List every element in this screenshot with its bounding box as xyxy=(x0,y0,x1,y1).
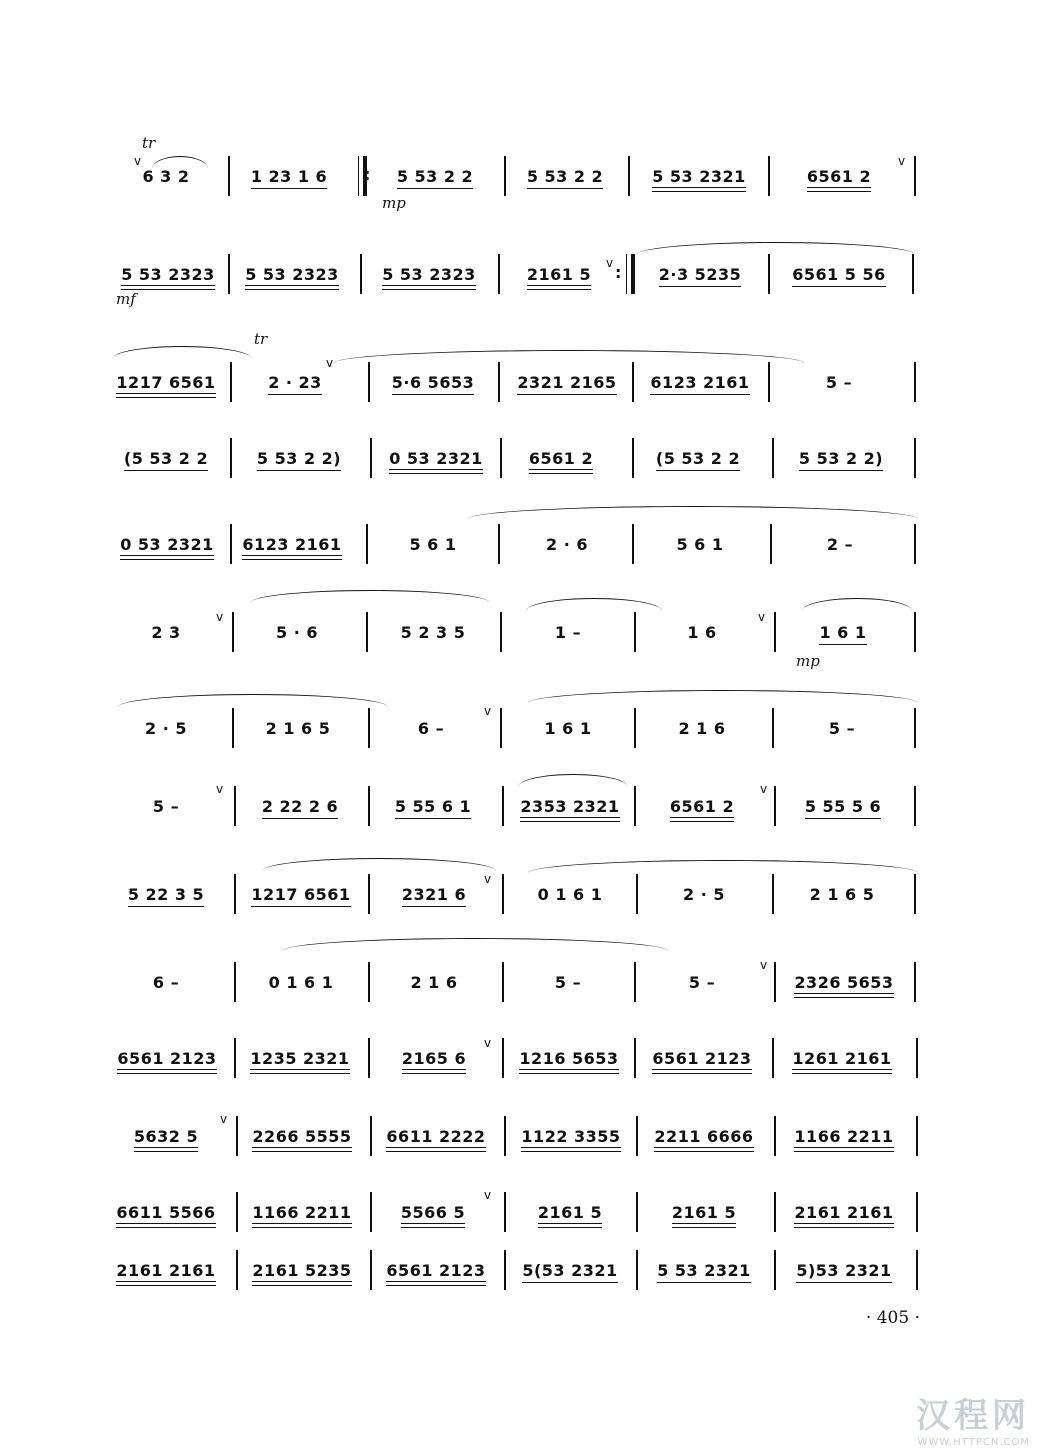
barline xyxy=(228,156,230,196)
note-group: 1 6 1 xyxy=(819,622,867,642)
score-row-13 xyxy=(112,1188,918,1232)
barline xyxy=(368,786,370,826)
note-group: 2161 2161 xyxy=(116,1260,216,1280)
breath-mark: v xyxy=(484,1188,492,1202)
measure xyxy=(640,786,764,826)
slur xyxy=(528,860,918,873)
barline xyxy=(360,254,362,294)
slur xyxy=(250,590,490,603)
measure xyxy=(238,612,356,652)
measure xyxy=(112,524,222,564)
note-group: 2211 6666 xyxy=(654,1126,754,1146)
barline xyxy=(502,962,504,1002)
note-group: 2161 2161 xyxy=(794,1202,894,1222)
measure xyxy=(240,962,362,1002)
note-group: 2161 5235 xyxy=(252,1260,352,1280)
measure xyxy=(374,786,492,826)
dynamic-mp: mp xyxy=(796,652,820,670)
measure xyxy=(376,1192,490,1232)
barline xyxy=(916,1116,918,1156)
measure xyxy=(504,524,630,564)
slur xyxy=(468,506,918,519)
measure xyxy=(374,962,494,1002)
note-group: 5 55 6 1 xyxy=(394,796,472,816)
barline xyxy=(768,362,770,402)
barline xyxy=(504,1192,506,1232)
breath-mark: v xyxy=(760,782,768,796)
measure xyxy=(234,254,350,294)
slur xyxy=(528,690,918,703)
measure xyxy=(112,612,220,652)
barline xyxy=(774,1192,776,1232)
measure xyxy=(112,362,220,402)
note-group: 2321 2165 xyxy=(517,372,617,392)
barline xyxy=(500,438,502,478)
dynamic-mf: mf xyxy=(116,290,136,308)
barline xyxy=(628,156,630,196)
note-group: 6123 2161 xyxy=(242,534,342,554)
note-group: 1122 3355 xyxy=(521,1126,621,1146)
breath-mark: v xyxy=(326,356,334,370)
measure xyxy=(240,786,360,826)
measure xyxy=(376,1250,496,1290)
barline xyxy=(232,612,234,652)
barline xyxy=(498,362,500,402)
dynamic-mp: mp xyxy=(382,194,406,212)
barline xyxy=(370,438,372,478)
measure xyxy=(374,362,492,402)
note-group: 2321 6 xyxy=(401,884,467,904)
note-group: 2 1 6 xyxy=(410,972,458,992)
measure xyxy=(242,1250,362,1290)
measure xyxy=(112,1038,222,1078)
barline xyxy=(916,1038,918,1078)
measure xyxy=(236,438,362,478)
measure xyxy=(774,254,904,294)
note-group: 5 22 3 5 xyxy=(127,884,205,904)
note-group: 1 6 1 xyxy=(544,718,592,738)
note-group: 2 · 23 xyxy=(268,372,322,392)
note-group: 5 – xyxy=(825,372,853,392)
measure xyxy=(642,1192,766,1232)
slur xyxy=(262,858,496,871)
barline xyxy=(504,1116,506,1156)
note-group: (5 53 2 2 xyxy=(123,448,209,468)
barline xyxy=(774,786,776,826)
measure xyxy=(774,362,904,402)
note-group: 6 – xyxy=(152,972,180,992)
barline xyxy=(370,1192,372,1232)
watermark-logo: 汉程网 xyxy=(916,1396,1030,1436)
barline xyxy=(914,362,916,402)
note-group: 5 55 5 6 xyxy=(804,796,882,816)
breath-mark: v xyxy=(484,1036,492,1050)
measure xyxy=(112,156,220,196)
barline xyxy=(234,962,236,1002)
barline xyxy=(636,1250,638,1290)
watermark-url: WWW.HTTPCN.COM xyxy=(917,1437,1030,1448)
barline xyxy=(774,612,776,652)
measure xyxy=(508,1038,630,1078)
repeat-end-barline xyxy=(626,254,635,294)
note-group: 6561 2123 xyxy=(117,1048,217,1068)
slur xyxy=(118,694,388,707)
measure xyxy=(642,874,766,914)
measure xyxy=(634,156,764,196)
note-group: 5 53 2323 xyxy=(245,264,339,284)
note-group: 0 1 6 1 xyxy=(268,972,334,992)
note-group: 2161 5 xyxy=(526,264,592,284)
note-group: 1235 2321 xyxy=(250,1048,350,1068)
breath-mark: v xyxy=(898,154,906,168)
measure xyxy=(778,438,904,478)
score-row-4 xyxy=(112,438,918,478)
trill-mark: tr xyxy=(254,330,268,348)
measure xyxy=(376,1116,496,1156)
note-group: 2 1 6 xyxy=(678,718,726,738)
note-group: 5 53 2323 xyxy=(121,264,215,284)
measure xyxy=(508,874,632,914)
note-group: 5 53 2 2) xyxy=(256,448,342,468)
note-group: 5 53 2321 xyxy=(657,1260,751,1280)
note-group: 6123 2161 xyxy=(650,372,750,392)
note-group: 6561 2 xyxy=(806,166,872,186)
barline xyxy=(632,438,634,478)
barline xyxy=(636,874,638,914)
measure xyxy=(374,1038,494,1078)
barline xyxy=(634,962,636,1002)
measure xyxy=(640,612,764,652)
breath-mark: v xyxy=(134,154,142,168)
note-group: 5 – xyxy=(554,972,582,992)
barline xyxy=(366,612,368,652)
barline xyxy=(230,362,232,402)
measure xyxy=(232,156,346,196)
note-group: 2165 6 xyxy=(401,1048,467,1068)
note-group: 6561 2123 xyxy=(386,1260,486,1280)
measure xyxy=(504,254,614,294)
note-group: 5 – xyxy=(688,972,716,992)
barline xyxy=(634,612,636,652)
measure xyxy=(640,962,764,1002)
breath-mark: v xyxy=(220,1112,228,1126)
measure xyxy=(640,708,764,748)
measure xyxy=(506,438,616,478)
barline xyxy=(368,708,370,748)
measure xyxy=(236,524,348,564)
measure xyxy=(112,786,220,826)
barline xyxy=(368,874,370,914)
score-row-6 xyxy=(112,610,918,670)
barline xyxy=(368,362,370,402)
note-group: 6561 2 xyxy=(528,448,594,468)
barline xyxy=(234,1038,236,1078)
note-group: 5 53 2323 xyxy=(382,264,476,284)
note-group: 1217 6561 xyxy=(116,372,216,392)
note-group: 1166 2211 xyxy=(252,1202,352,1222)
measure xyxy=(780,962,908,1002)
measure xyxy=(510,1192,630,1232)
measure xyxy=(504,362,630,402)
note-group: 1217 6561 xyxy=(251,884,351,904)
barline xyxy=(634,1038,636,1078)
note-group: 5 – xyxy=(152,796,180,816)
measure xyxy=(366,254,492,294)
note-group: 5 53 2 2 xyxy=(396,166,474,186)
barline xyxy=(498,524,500,564)
barline xyxy=(774,1250,776,1290)
note-group: 5 · 6 xyxy=(276,622,318,642)
barline xyxy=(772,708,774,748)
barline xyxy=(236,1250,238,1290)
note-group: 2 · 5 xyxy=(683,884,725,904)
barline xyxy=(916,1250,918,1290)
measure xyxy=(508,962,628,1002)
note-group: 2 – xyxy=(826,534,854,554)
measure xyxy=(780,1250,908,1290)
measure xyxy=(236,362,354,402)
barline xyxy=(914,612,916,652)
measure xyxy=(374,874,494,914)
note-group: 5 – xyxy=(828,718,856,738)
measure xyxy=(510,156,620,196)
measure xyxy=(506,612,630,652)
note-group: 1 6 xyxy=(687,622,717,642)
note-group: 5 6 1 xyxy=(409,534,457,554)
measure xyxy=(506,708,630,748)
note-group: 2 22 2 6 xyxy=(261,796,339,816)
slur xyxy=(282,938,668,951)
note-group: 2 1 6 5 xyxy=(809,884,875,904)
breath-mark: v xyxy=(216,610,224,624)
barline xyxy=(914,708,916,748)
note-group: 5 6 1 xyxy=(676,534,724,554)
score-row-11 xyxy=(112,1038,918,1078)
note-group: 5·6 5653 xyxy=(391,372,475,392)
barline xyxy=(770,524,772,564)
note-group: 6 3 2 xyxy=(142,166,190,186)
measure xyxy=(372,612,494,652)
barline xyxy=(234,874,236,914)
breath-mark: v xyxy=(216,782,224,796)
measure xyxy=(112,438,220,478)
page-number: · 405 · xyxy=(865,1308,920,1328)
measure xyxy=(640,1038,764,1078)
measure xyxy=(642,1116,766,1156)
barline xyxy=(768,254,770,294)
measure xyxy=(638,524,762,564)
barline xyxy=(914,524,916,564)
note-group: 6561 2 xyxy=(669,796,735,816)
measure xyxy=(780,1192,908,1232)
measure xyxy=(370,156,500,196)
barline xyxy=(914,962,916,1002)
measure xyxy=(112,1116,220,1156)
measure xyxy=(372,524,494,564)
measure xyxy=(376,438,496,478)
measure xyxy=(778,874,906,914)
measure xyxy=(780,786,906,826)
barline xyxy=(368,962,370,1002)
score-row-9 xyxy=(112,874,918,914)
breath-mark: v xyxy=(484,704,492,718)
note-group: 0 53 2321 xyxy=(389,448,483,468)
measure xyxy=(112,1250,220,1290)
barline xyxy=(768,156,770,196)
note-group: 0 53 2321 xyxy=(120,534,214,554)
barline xyxy=(500,612,502,652)
measure xyxy=(238,708,358,748)
barline xyxy=(632,362,634,402)
measure xyxy=(780,612,906,652)
note-group: 0 1 6 1 xyxy=(537,884,603,904)
barline xyxy=(774,1116,776,1156)
note-group: 2161 5 xyxy=(671,1202,737,1222)
measure xyxy=(778,1038,906,1078)
note-group: 2 · 5 xyxy=(145,718,187,738)
barline xyxy=(634,786,636,826)
measure xyxy=(780,1116,908,1156)
barline xyxy=(772,1038,774,1078)
barline xyxy=(914,786,916,826)
note-group: 2 1 6 5 xyxy=(265,718,331,738)
note-group: 2 3 xyxy=(151,622,181,642)
note-group: 6611 2222 xyxy=(386,1126,486,1146)
score-row-2 xyxy=(112,254,918,308)
trill-mark: tr xyxy=(142,134,156,152)
measure xyxy=(112,962,220,1002)
barline xyxy=(498,254,500,294)
breath-mark: v xyxy=(484,872,492,886)
score-row-1 xyxy=(112,134,918,212)
slur xyxy=(802,598,912,611)
measure xyxy=(776,524,904,564)
note-group: 6611 5566 xyxy=(116,1202,216,1222)
barline xyxy=(366,524,368,564)
barline xyxy=(502,874,504,914)
note-group: 2266 5555 xyxy=(252,1126,352,1146)
note-group: 1261 2161 xyxy=(792,1048,892,1068)
barline xyxy=(230,438,232,478)
score-row-8 xyxy=(112,782,918,826)
barline xyxy=(916,1192,918,1232)
score-row-3 xyxy=(112,330,918,402)
note-group: 2353 2321 xyxy=(520,796,620,816)
barline xyxy=(368,1038,370,1078)
measure xyxy=(112,874,220,914)
breath-mark: v xyxy=(758,610,766,624)
score-row-12 xyxy=(112,1112,918,1156)
note-group: 5 53 2 2 xyxy=(526,166,604,186)
note-group: 5 53 2321 xyxy=(652,166,746,186)
note-group: 1216 5653 xyxy=(519,1048,619,1068)
repeat-start-barline xyxy=(358,156,367,196)
note-group: 2326 5653 xyxy=(794,972,894,992)
measure xyxy=(112,1192,220,1232)
note-group: 5(53 2321 xyxy=(522,1260,618,1280)
score-row-7 xyxy=(112,704,918,748)
barline xyxy=(230,524,232,564)
measure xyxy=(778,708,906,748)
note-group: 6561 2123 xyxy=(652,1048,752,1068)
note-group: 1166 2211 xyxy=(794,1126,894,1146)
barline xyxy=(914,874,916,914)
barline xyxy=(772,874,774,914)
barline xyxy=(502,786,504,826)
measure xyxy=(508,786,632,826)
note-group: 2 · 6 xyxy=(546,534,588,554)
barline xyxy=(500,708,502,748)
measure xyxy=(240,874,362,914)
barline xyxy=(228,254,230,294)
note-group: (5 53 2 2 xyxy=(655,448,741,468)
score-row-10 xyxy=(112,958,918,1002)
barline xyxy=(772,438,774,478)
barline xyxy=(634,708,636,748)
note-group: 1 – xyxy=(554,622,582,642)
note-group: 5566 5 xyxy=(400,1202,466,1222)
note-group: 5 53 2 2) xyxy=(798,448,884,468)
measure xyxy=(240,1038,360,1078)
barline xyxy=(914,438,916,478)
breath-mark: v xyxy=(760,958,768,972)
barline xyxy=(504,1250,506,1290)
breath-mark: v xyxy=(606,256,614,270)
measure xyxy=(112,708,220,748)
measure xyxy=(510,1116,632,1156)
note-group: 5632 5 xyxy=(133,1126,199,1146)
score-row-14 xyxy=(112,1250,918,1290)
barline xyxy=(632,524,634,564)
note-group: 5 2 3 5 xyxy=(400,622,466,642)
measure xyxy=(242,1116,362,1156)
score-row-5 xyxy=(112,524,918,564)
measure xyxy=(774,156,904,196)
measure xyxy=(638,254,762,294)
barline xyxy=(236,1116,238,1156)
barline xyxy=(370,1116,372,1156)
barline xyxy=(774,962,776,1002)
measure xyxy=(638,438,758,478)
barline xyxy=(232,708,234,748)
note-group: 6561 5 56 xyxy=(792,264,886,284)
note-group: 1 23 1 6 xyxy=(250,166,328,186)
barline xyxy=(370,1250,372,1290)
note-group: 2161 5 xyxy=(537,1202,603,1222)
measure xyxy=(112,254,224,294)
note-group: 2·3 5235 xyxy=(658,264,742,284)
barline xyxy=(234,786,236,826)
measure xyxy=(642,1250,766,1290)
barline xyxy=(914,156,916,196)
note-group: 6 – xyxy=(417,718,445,738)
measure xyxy=(374,708,488,748)
barline xyxy=(912,254,914,294)
barline xyxy=(636,1192,638,1232)
slur xyxy=(526,598,662,611)
barline xyxy=(636,1116,638,1156)
barline xyxy=(504,156,506,196)
barline xyxy=(502,1038,504,1078)
note-group: 5)53 2321 xyxy=(796,1260,892,1280)
watermark xyxy=(916,1388,1030,1448)
slur xyxy=(112,346,252,359)
measure xyxy=(638,362,762,402)
barline xyxy=(236,1192,238,1232)
measure xyxy=(242,1192,362,1232)
measure xyxy=(510,1250,630,1290)
